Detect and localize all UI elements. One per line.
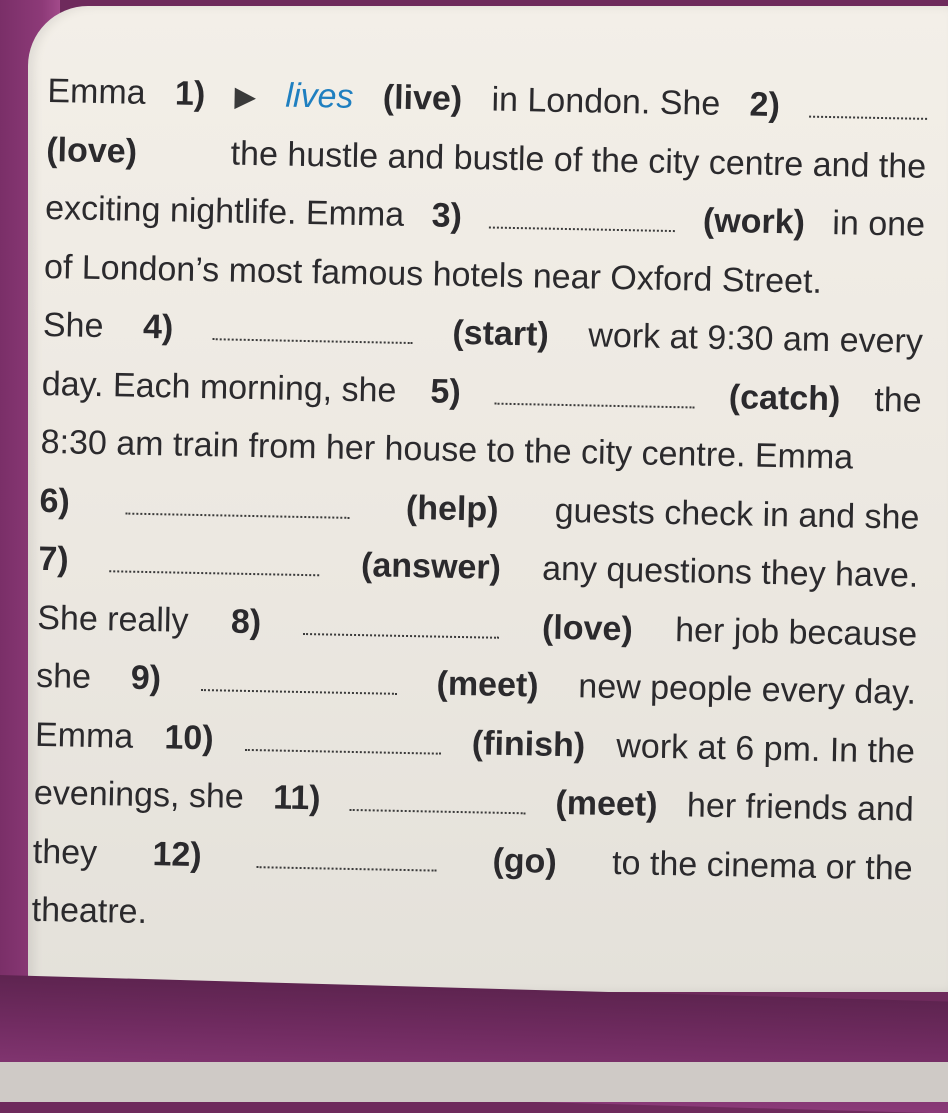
text-span: to the cinema or the: [611, 843, 914, 888]
item-number-3: 3): [431, 196, 463, 235]
text-span: day. Each morning, she: [41, 364, 397, 410]
example-answer: lives: [285, 76, 354, 116]
text-span: the: [874, 380, 922, 420]
text-span: guests check in and she: [554, 491, 920, 537]
text-span: they: [32, 832, 98, 872]
text-span: work at 9:30 am every: [588, 316, 924, 361]
text-span: exciting nightlife. Emma: [44, 188, 405, 234]
text-span: in one: [832, 204, 926, 244]
verb-prompt-1: (live): [382, 78, 463, 118]
verb-prompt-11: (meet): [555, 783, 658, 824]
text-span: she: [35, 656, 92, 696]
answer-blank-5[interactable]: [495, 398, 695, 408]
verb-prompt-6: (help): [405, 488, 499, 529]
answer-blank-2[interactable]: [809, 112, 927, 120]
verb-prompt-12: (go): [492, 841, 558, 881]
verb-prompt-2: (love): [45, 130, 138, 171]
answer-blank-6[interactable]: [126, 508, 350, 518]
verb-prompt-10: (finish): [471, 723, 586, 764]
text-span: She really: [36, 598, 189, 640]
item-number-1: 1): [174, 74, 206, 114]
item-number-7: 7): [38, 539, 70, 579]
item-number-10: 10): [164, 717, 214, 757]
item-number-12: 12): [152, 834, 203, 874]
text-span: any questions they have.: [541, 549, 919, 595]
answer-blank-3[interactable]: [489, 223, 675, 233]
text-span: Emma: [34, 715, 134, 756]
verb-prompt-9: (meet): [436, 664, 539, 705]
item-number-2: 2): [749, 85, 781, 125]
item-number-5: 5): [430, 371, 462, 411]
text-span: new people every day.: [578, 667, 917, 712]
verb-prompt-5: (catch): [728, 377, 841, 418]
answer-blank-10[interactable]: [245, 745, 441, 755]
item-number-8: 8): [230, 602, 262, 641]
text-span: She: [42, 305, 104, 346]
verb-prompt-8: (love): [541, 608, 634, 648]
answer-blank-7[interactable]: [110, 567, 320, 577]
answer-blank-11[interactable]: [350, 805, 526, 814]
text-span: evenings, she: [33, 773, 245, 816]
text-span: theatre.: [31, 890, 148, 932]
answer-blank-12[interactable]: [257, 862, 437, 871]
answer-blank-9[interactable]: [201, 685, 397, 695]
answer-blank-8[interactable]: [303, 629, 499, 639]
item-number-6: 6): [39, 481, 71, 520]
text-span: in London. She: [491, 80, 721, 123]
text-span: the hustle and bustle of the city centre and the: [230, 134, 927, 186]
verb-prompt-4: (start): [452, 313, 550, 354]
verb-prompt-7: (answer): [360, 546, 502, 587]
text-span: work at 6 pm. In the: [615, 726, 916, 771]
verb-prompt-3: (work): [702, 201, 806, 242]
text-span: her job because: [674, 610, 918, 654]
text-span: of London’s most famous hotels near Oxford Street.: [43, 247, 823, 301]
item-number-9: 9): [130, 658, 162, 698]
text-span: 8:30 am train from her house to the city centre. Emma: [40, 422, 854, 477]
text-span: her friends and: [686, 786, 915, 829]
item-number-4: 4): [142, 307, 174, 347]
table-surface: [0, 1062, 948, 1102]
text-span: Emma: [47, 71, 147, 112]
item-number-11: 11): [272, 778, 321, 818]
answer-blank-4[interactable]: [213, 334, 413, 344]
exercise-text: [31, 62, 928, 956]
example-arrow-icon: ▶: [234, 80, 257, 112]
